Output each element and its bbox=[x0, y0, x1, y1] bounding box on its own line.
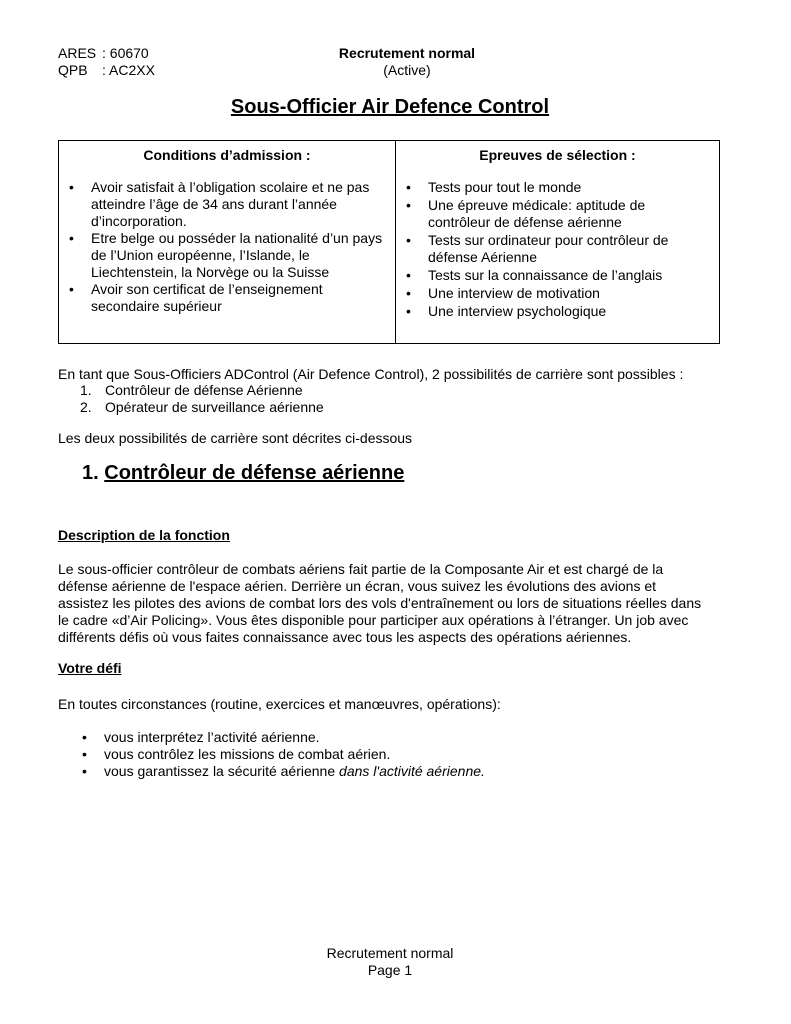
list-item: • vous contrôlez les missions de combat aérien. bbox=[80, 746, 485, 763]
section-number: 1. bbox=[82, 462, 99, 484]
admission-conditions-list bbox=[67, 179, 387, 315]
ares-value: : 60670 bbox=[102, 45, 149, 61]
selection-tests-column bbox=[396, 141, 719, 343]
doc-reference bbox=[58, 45, 155, 79]
footer-title: Recrutement normal bbox=[326, 945, 454, 961]
careers-list bbox=[80, 382, 324, 416]
admission-conditions-header: Conditions d’admission : bbox=[143, 147, 311, 163]
description-heading: Description de la fonction bbox=[58, 527, 230, 543]
section-heading bbox=[82, 462, 404, 485]
section-title: Contrôleur de défense aérienne bbox=[104, 462, 405, 484]
requirements-table bbox=[58, 140, 720, 344]
career-label: Opérateur de surveillance aérienne bbox=[105, 399, 324, 415]
recruitment-status: (Active) bbox=[383, 62, 431, 78]
page-title: Sous-Officier Air Defence Control bbox=[230, 96, 550, 118]
career-number: 1. bbox=[80, 382, 92, 398]
list-item: • Une épreuve médicale: aptitude de contrôleur de défense aérienne bbox=[404, 197, 709, 231]
description-paragraph bbox=[58, 561, 728, 646]
list-item: • Etre belge ou posséder la nationalité d’un pays de l’Union européenne, l’Islande, le Liechtenstein, la Norvège ou la Suisse bbox=[67, 230, 387, 281]
list-item: • Une interview psychologique bbox=[404, 303, 709, 320]
description-line: Le sous-officier contrôleur de combats aériens fait partie de la Composante Air et est chargé de la bbox=[58, 561, 664, 577]
challenge-emphasis: dans l'activité aérienne. bbox=[339, 763, 485, 779]
challenge-list bbox=[80, 729, 485, 780]
ares-line bbox=[58, 45, 155, 62]
selection-tests-list bbox=[404, 179, 709, 321]
list-item: • Tests sur la connaissance de l’anglais bbox=[404, 267, 709, 284]
careers-intro: En tant que Sous-Officiers ADControl (Air Defence Control), 2 possibilités de carrière sont possibles : bbox=[58, 366, 684, 382]
page-number: Page 1 bbox=[367, 962, 413, 978]
list-item bbox=[80, 399, 324, 416]
ares-label: ARES bbox=[58, 45, 97, 61]
career-number: 2. bbox=[80, 399, 92, 415]
description-line: assistez les pilotes des avions de combat lors des vols d'entraînement ou lors de situations réelles dans bbox=[58, 595, 702, 611]
description-line: le cadre «d’Air Policing». Vous êtes disponible pour participer aux opérations à l’étranger. Un job avec bbox=[58, 612, 689, 628]
career-label: Contrôleur de défense Aérienne bbox=[105, 382, 303, 398]
list-item: • Tests sur ordinateur pour contrôleur de défense Aérienne bbox=[404, 232, 709, 266]
description-line: défense aérienne de l'espace aérien. Derrière un écran, vous suivez les évolutions des avions et bbox=[58, 578, 657, 594]
list-item bbox=[80, 763, 485, 780]
admission-conditions-column bbox=[59, 141, 396, 343]
qpb-value: : AC2XX bbox=[102, 62, 155, 78]
list-item: • Avoir son certificat de l’enseignement secondaire supérieur bbox=[67, 281, 387, 315]
qpb-line bbox=[58, 62, 155, 79]
list-item: • Une interview de motivation bbox=[404, 285, 709, 302]
recruitment-header bbox=[300, 45, 514, 79]
list-item: • Tests pour tout le monde bbox=[404, 179, 709, 196]
list-item: • vous interprétez l’activité aérienne. bbox=[80, 729, 485, 746]
careers-note: Les deux possibilités de carrière sont décrites ci-dessous bbox=[58, 430, 413, 446]
selection-tests-header: Epreuves de sélection : bbox=[479, 147, 636, 163]
page-footer bbox=[290, 945, 490, 979]
challenge-intro: En toutes circonstances (routine, exercices et manœuvres, opérations): bbox=[58, 696, 501, 712]
challenge-text: vous garantissez la sécurité aérienne bbox=[104, 763, 340, 779]
description-line: différents défis où vous faites connaissance avec tous les aspects des opérations aériennes. bbox=[58, 629, 632, 645]
recruitment-type: Recrutement normal bbox=[338, 45, 476, 61]
challenge-heading: Votre défi bbox=[58, 660, 122, 676]
list-item: • Avoir satisfait à l’obligation scolaire et ne pas atteindre l’âge de 34 ans durant l’année d’incorporation. bbox=[67, 179, 387, 230]
qpb-label: QPB bbox=[58, 62, 88, 78]
list-item bbox=[80, 382, 324, 399]
